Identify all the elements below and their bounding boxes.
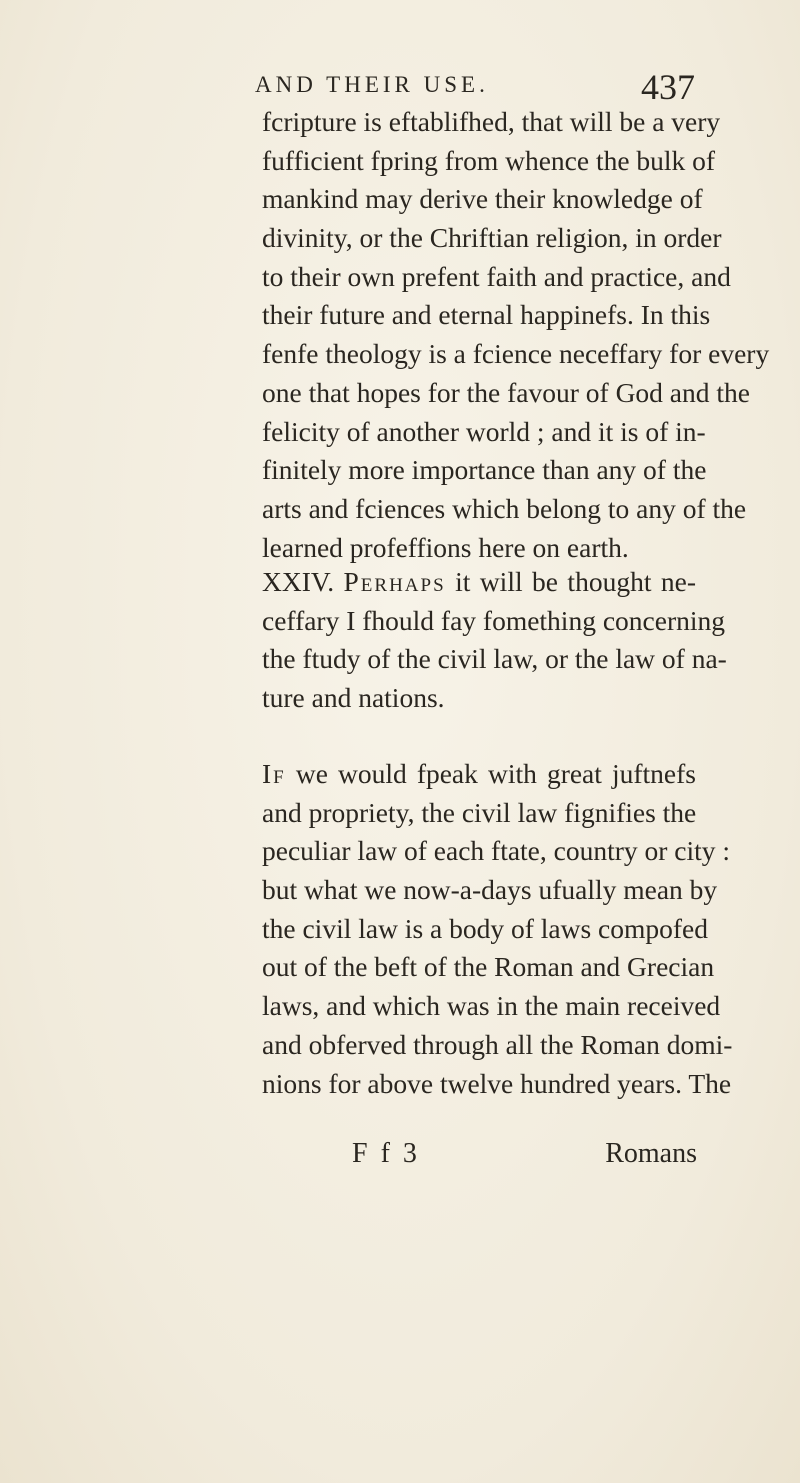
text-line: mankind may derive their knowledge of (262, 183, 703, 215)
text-line: the civil law is a body of laws compofed (262, 912, 709, 944)
paragraph-civil-law (262, 755, 733, 1103)
signature-mark: F f 3 (352, 1138, 420, 1169)
text-line: fcripture is eftablifhed, that will be a very (262, 106, 721, 137)
text-line: ceffary I fhould fay fomething concerning (262, 604, 725, 636)
text-line: felicity of another world ; and it is of in- (262, 415, 706, 447)
text-line: but what we now-a-days ufually mean by (262, 874, 718, 906)
text-line: nions for above twelve hundred years. The (262, 1067, 732, 1099)
running-title: AND THEIR USE. (255, 72, 489, 97)
text-line: their future and eternal happinefs. In this (262, 299, 711, 331)
text-line: finitely more importance than any of the (262, 454, 707, 486)
text-line: divinity, or the Chriftian religion, in order (262, 222, 722, 254)
line-rest: we would fpeak with great juftnefs (295, 758, 696, 789)
text-line: out of the beft of the Roman and Grecian (262, 951, 715, 983)
lead-word: If (262, 758, 286, 789)
text-line: learned profeffions here on earth. (262, 531, 629, 563)
text-line: laws, and which was in the main received (262, 990, 721, 1022)
text-line: to their own prefent faith and practice, and (262, 260, 731, 292)
text-line: one that hopes for the favour of God and the (262, 376, 750, 408)
text-line (262, 563, 696, 602)
text-line: peculiar law of each ftate, country or city : (262, 835, 731, 867)
text-line: and propriety, the civil law fignifies the (262, 796, 697, 828)
text-line: arts and fciences which belong to any of the (262, 492, 747, 524)
text-line: the ftudy of the civil law, or the law of na- (262, 643, 727, 675)
text-line: and obferved through all the Roman domi- (262, 1028, 733, 1060)
line-rest: it will be thought ne- (455, 566, 697, 597)
paragraph-section-xxiv (262, 563, 727, 718)
text-line: ture and nations. (262, 682, 445, 714)
text-line (262, 755, 696, 794)
text-line: fufficient fpring from whence the bulk of (262, 144, 716, 176)
page-number: 437 (641, 67, 695, 107)
paragraph-continuation (262, 103, 770, 567)
section-number: XXIV. (262, 566, 335, 597)
catchword: Romans (605, 1138, 697, 1169)
lead-word: Perhaps (343, 566, 446, 597)
text-line: fenfe theology is a fcience neceffary for every (262, 338, 770, 370)
